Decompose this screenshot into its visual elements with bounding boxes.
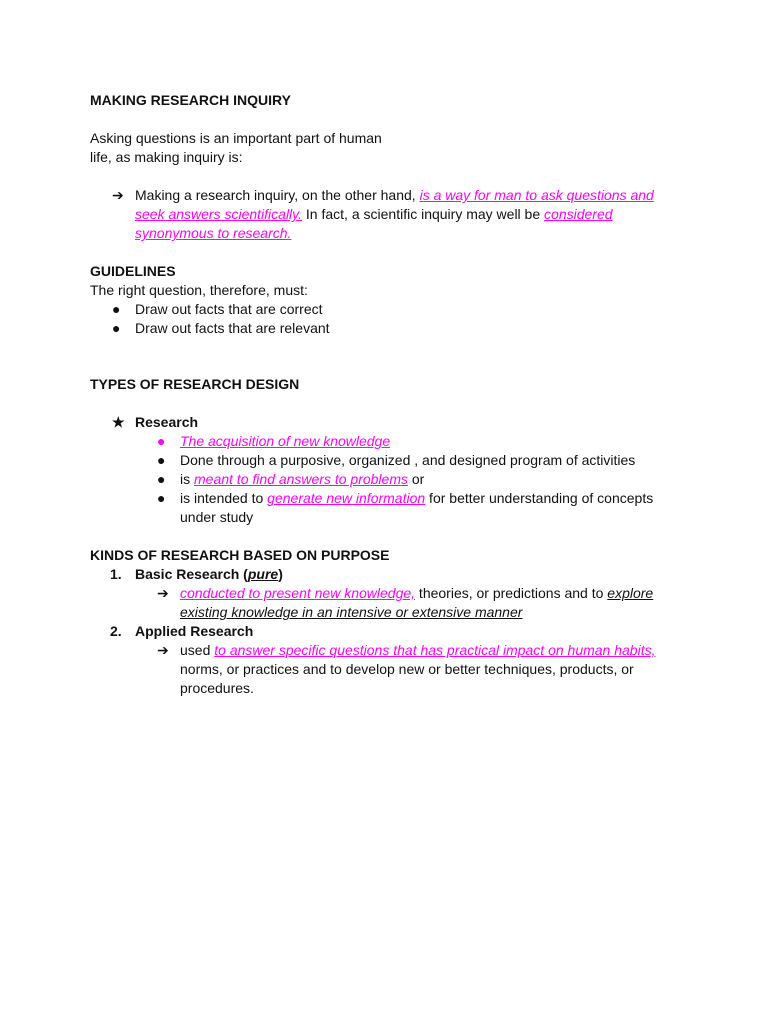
intro-line-2: life, as making inquiry is: xyxy=(90,149,243,165)
kinds-heading: KINDS OF RESEARCH BASED ON PURPOSE xyxy=(90,547,390,563)
list-number: 2. xyxy=(110,623,122,639)
document-page xyxy=(90,91,660,698)
basic-label-a: Basic Research ( xyxy=(135,566,248,582)
research-point-4-highlight: generate new information xyxy=(267,490,426,506)
bullet-icon: ● xyxy=(157,471,166,487)
basic-desc-text: theories, or predictions and to xyxy=(415,585,608,601)
research-point-4a: is intended to xyxy=(180,490,268,506)
list-item xyxy=(90,470,660,489)
applied-research-item xyxy=(90,622,660,641)
list-number: 1. xyxy=(110,566,122,582)
arrow-icon: ➔ xyxy=(157,642,169,658)
research-point-2: Done through a purposive, organized , and designed program of activities xyxy=(180,452,636,468)
list-item xyxy=(90,641,660,698)
inquiry-text-1: Making a research inquiry, on the other hand, xyxy=(135,187,420,203)
bullet-icon: ● xyxy=(157,433,166,449)
research-point-3a: is xyxy=(180,471,194,487)
bullet-icon: ● xyxy=(157,452,166,468)
bullet-icon: ● xyxy=(157,490,166,506)
research-point-1: The acquisition of new knowledge xyxy=(180,433,391,449)
research-point-4c: for better understanding of concepts under study xyxy=(180,490,654,525)
list-item xyxy=(90,300,660,319)
guidelines-heading: GUIDELINES xyxy=(90,263,176,279)
basic-label-pure: pure xyxy=(247,566,279,582)
intro-paragraph xyxy=(90,129,660,167)
applied-label: Applied Research xyxy=(135,623,254,639)
applied-desc-highlight: to answer specific questions that has practical impact on human habits, xyxy=(214,642,656,658)
basic-label-c: ) xyxy=(278,566,283,582)
types-heading: TYPES OF RESEARCH DESIGN xyxy=(90,376,300,392)
research-point-3-highlight: meant to find answers to problems xyxy=(194,471,408,487)
list-item xyxy=(90,451,660,470)
intro-line-1: Asking questions is an important part of human xyxy=(90,130,382,146)
applied-desc-1: used xyxy=(180,642,215,658)
basic-desc-emph: explore existing knowledge in an intensive or extensive manner xyxy=(180,585,654,620)
applied-desc-3: norms, or practices and to develop new or better techniques, products, or procedures. xyxy=(180,661,634,696)
research-point-3c: or xyxy=(408,471,425,487)
list-item xyxy=(90,489,660,527)
list-item xyxy=(90,319,660,338)
guidelines-lead: The right question, therefore, must: xyxy=(90,282,308,298)
page-title: MAKING RESEARCH INQUIRY xyxy=(90,92,291,108)
list-item xyxy=(90,584,660,622)
arrow-icon: ➔ xyxy=(157,585,169,601)
research-label: Research xyxy=(135,414,199,430)
inquiry-highlight-2: considered synonymous to research. xyxy=(135,206,613,241)
arrow-icon: ➔ xyxy=(112,187,124,203)
research-item xyxy=(90,413,660,432)
inquiry-list-item xyxy=(90,186,660,243)
list-item xyxy=(90,432,660,451)
basic-desc-highlight: conducted to present new knowledge, xyxy=(180,585,416,601)
guideline-text-1: Draw out facts that are correct xyxy=(135,301,323,317)
guideline-text-2: Draw out facts that are relevant xyxy=(135,320,330,336)
inquiry-highlight-1: is a way for man to ask questions and seek answers scientifically. xyxy=(135,187,654,222)
inquiry-text-2: In fact, a scientific inquiry may well be xyxy=(302,206,545,222)
bullet-icon: ● xyxy=(112,301,121,317)
star-icon: ★ xyxy=(112,414,125,430)
bullet-icon: ● xyxy=(112,320,121,336)
basic-research-item xyxy=(90,565,660,584)
